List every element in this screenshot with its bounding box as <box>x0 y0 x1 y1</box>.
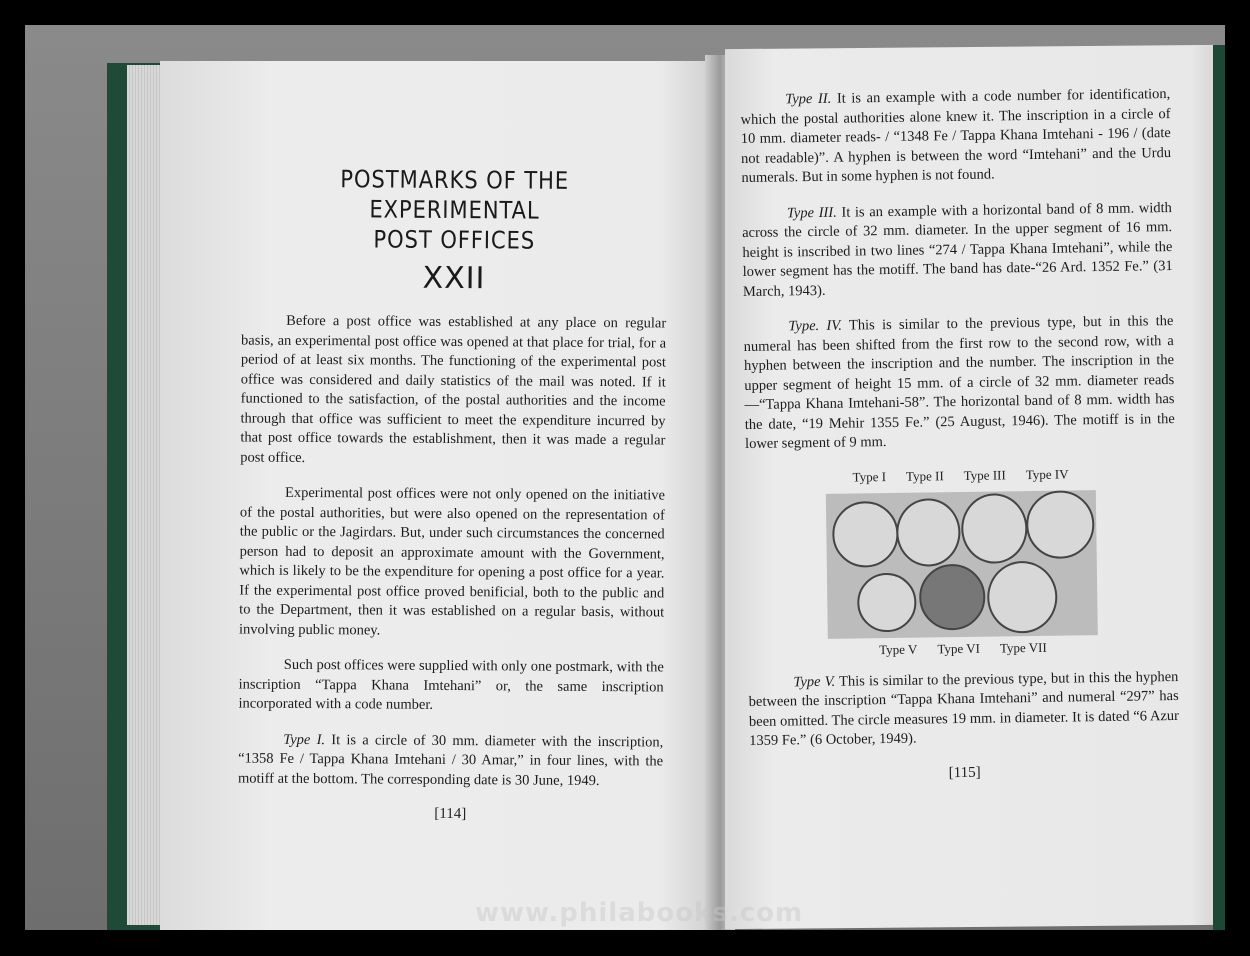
figure-label-type-5: Type V <box>879 641 918 657</box>
figure-label-type-6: Type VI <box>937 640 981 656</box>
type-4-paragraph <box>743 312 1175 454</box>
type-2-label: Type II. <box>785 90 832 108</box>
postmark-type-3 <box>961 493 1028 564</box>
chapter-number: XXII <box>422 260 486 297</box>
figure-label-type-2: Type II <box>905 467 944 484</box>
postmark-type-6 <box>919 563 986 630</box>
type-4-label: Type. IV. <box>788 317 843 335</box>
type-5-text: This is similar to the previous type, but in this the hyphen between the inscription “Tappa Khana Imtehani” and numeral “297” has been omitted. The circle measures 19 mm. in diameter. It is dated “6 Azur 1359 Fe.” (6 October, 1949). <box>748 668 1180 749</box>
type-1-label: Type I. <box>283 731 326 748</box>
figure-label-type-1: Type I <box>852 468 887 485</box>
figure-label-type-3: Type III <box>963 466 1006 483</box>
book-cover-right <box>1213 45 1225 930</box>
postmark-type-7 <box>987 560 1058 633</box>
type-3-paragraph <box>742 199 1173 302</box>
paragraph-3: Such post offices were supplied with only one postmark, with the inscription “Tappa Khana Imtehani” or, the same inscription incorporated with a code number. <box>238 656 664 713</box>
figure-labels-bottom <box>748 637 1178 659</box>
postmark-type-1 <box>832 500 899 567</box>
page-number-left: [114] <box>434 805 467 823</box>
type-2-paragraph <box>740 85 1171 188</box>
watermark: www.philabooks.com <box>475 898 804 928</box>
page-number-right: [115] <box>948 764 981 781</box>
title-line-1: POSTMARKS OF THE EXPERIMENTAL <box>340 165 570 225</box>
type-3-label: Type III. <box>786 204 837 221</box>
paragraph-1: Before a post office was established at any place on regular basis, an experimental post office was opened at that place for trial, for a period of at least six months. The functioning of the experimental post office was considered and daily statistics of the mail was noted. If it functioned to the satisfaction, of the postal authorities and the income through that office was sufficient to meet the expenditure incurred by that post office towards the establishment, then it was made a regular post office. <box>240 312 667 466</box>
figure-label-type-7: Type VII <box>999 639 1047 655</box>
type-2-text: It is an example with a code number for identification, which the postal authorities alone knew it. The inscription in a circle of 10 mm. diameter reads- / “1348 Fe / Tappa Khana Imtehani - 196 / (date not readable)”. A hyphen is between the word “Imtehani” and the Urdu numerals. But in some hyphen is not found. <box>740 86 1172 187</box>
right-page-content <box>740 85 1180 784</box>
chapter-title <box>267 164 642 257</box>
type-3-text: It is an example with a horizontal band of 8 mm. width across the circle of 32 mm. diameter. In the upper segment of 16 mm. height is inscribed in two lines “274 / Tappa Khana Imtehani”, while the lower segment has the motiff. The band has date-“26 Ard. 1352 Fe.” (31 March, 1943). <box>742 199 1173 300</box>
left-page-content <box>238 164 668 825</box>
type-5-paragraph <box>748 667 1179 751</box>
figure-label-type-4: Type IV <box>1025 465 1069 482</box>
type-1-text: It is a circle of 30 mm. diameter with the inscription, “1358 Fe / Tappa Khana Imtehani / 30 Amar,” in four lines, with the motiff at the bottom. The corresponding date is 30 June, 1949. <box>237 731 664 789</box>
postmark-type-2 <box>896 498 961 567</box>
type-1-paragraph <box>238 730 663 791</box>
postmarks-figure <box>826 490 1098 639</box>
type-4-text: This is similar to the previous type, but in this the numeral has been shifted from the first row to the second row, with a hyphen between the inscription and the number. The inscription in the upper segment of height 15 mm. of a circle of 32 mm. diameter reads—“Tappa Khana Imtehani-58”. The horizontal band of 8 mm. width has the date, “19 Mehir 1355 Fe.” (25 August, 1946). The motiff is in the lower segment of 9 mm. <box>743 313 1175 453</box>
title-line-2: POST OFFICES <box>373 225 536 255</box>
figure-labels-top <box>745 464 1175 486</box>
paragraph-2: Experimental post offices were not only opened on the initiative of the postal authorities, but were also opened on the representation of the public or the Jagirdars. But, under such circumstances the concerned person had to deposit an approximate amount with the Government, which is likely to be the expenditure for opening a post office for a year. If the experimental post office proved benificial, both to the public and to the Department, then it was established on a regular basis, without involving public money. <box>238 484 666 638</box>
postmark-type-5 <box>857 572 917 632</box>
postmark-type-4 <box>1026 490 1095 559</box>
type-5-label: Type V. <box>793 673 836 690</box>
